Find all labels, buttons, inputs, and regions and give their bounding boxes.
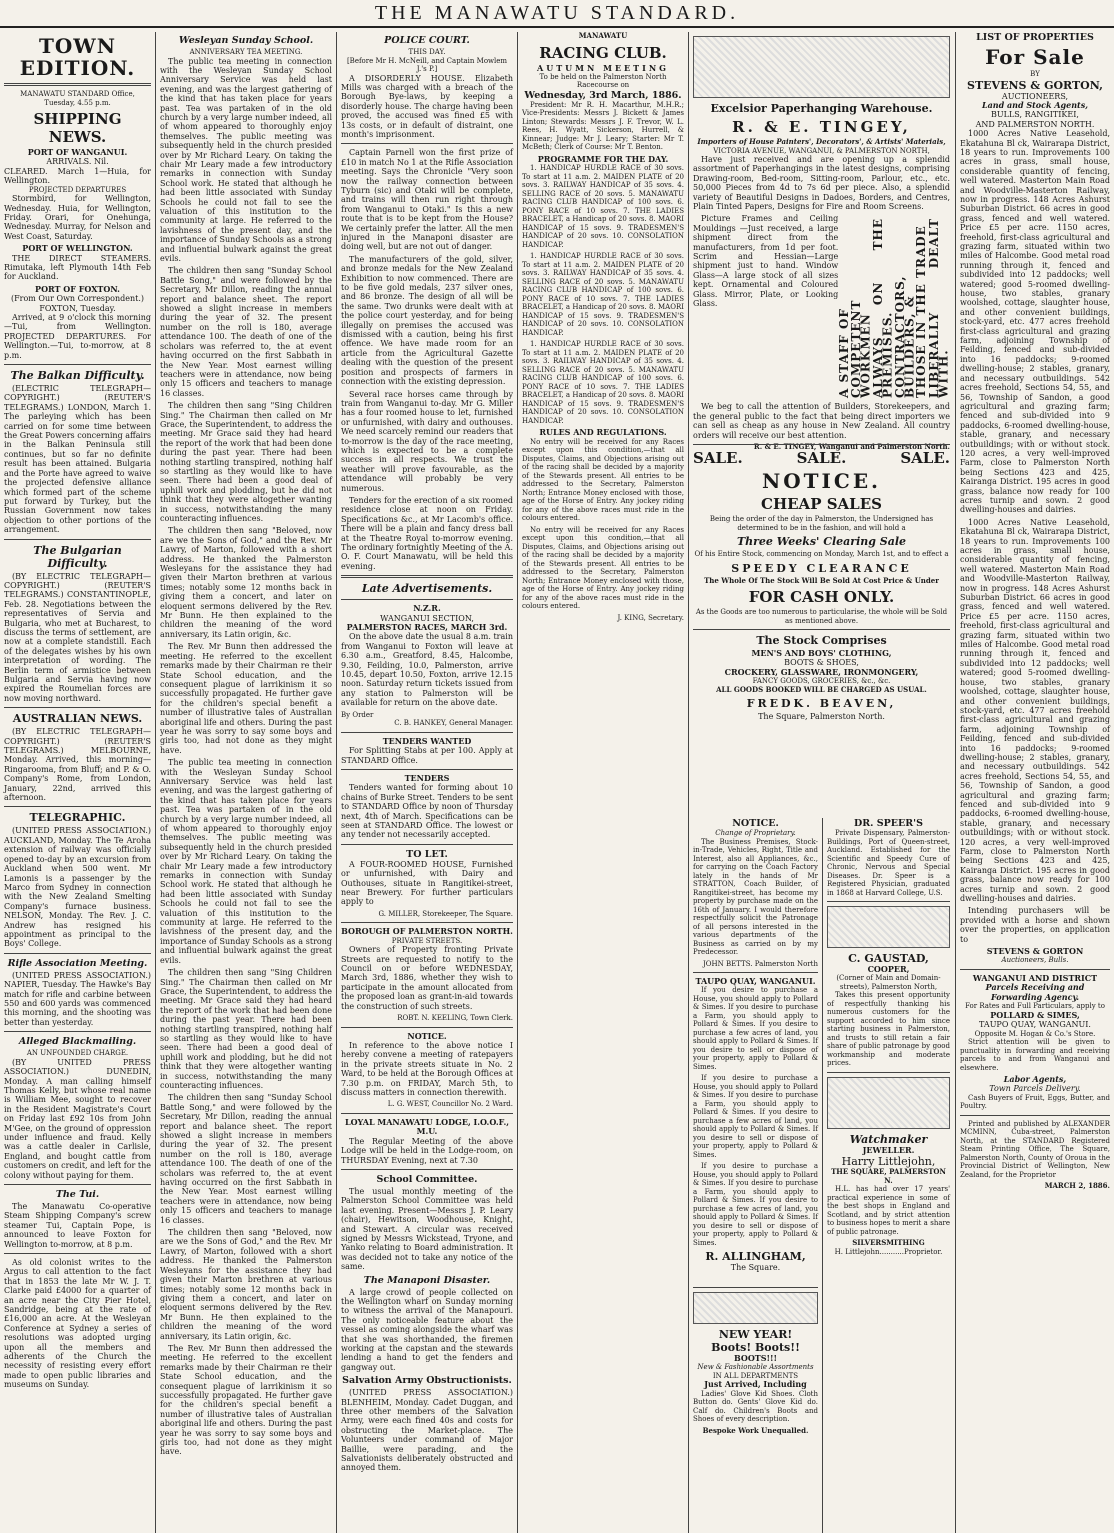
sale-row — [693, 449, 950, 467]
several-text: Several race horses came through by train from Wanganui to-day. Mr G. Miller has a four roomed house to let, furnished or unfurnished, with dairy and outhouses. We need scarcely remind our readers that to-morrow is the day of the race meeting, which is expected to be a complete success in all respects. We trust the weather will prove favourable, as the attendance will probably be very numerous. — [341, 389, 513, 493]
cleared: CLEARED. March 1—Huia, for Wellington. — [4, 166, 151, 186]
taupo-quay: TAUPO QUAY, WANGANUI. — [979, 1020, 1091, 1030]
projected-text: Stormbird, for Wellington, Wednesday. Huia, for Wellington, Friday. Orari, for Onehunga, Wednesday. Murray, for Nelson and West Coast, Saturday. — [4, 194, 151, 241]
sale-3: SALE. — [900, 449, 950, 467]
beaven-square: The Square, Palmerston North. — [758, 712, 885, 722]
wesleyan-body-3: The children then sang "Sing Children Sing." The Chairman then called on Mr Grace, the Superintendent, to address the meeting. Mr Grace said they had heard the report of the work that had been done during the past year. There had been nothing startling transpired, nothing half so startling as they would like to have seen. There had been a good deal of uphill work and plodding, but he did not think that they were altogether wanting in success, notwithstanding the many counteracting influences. — [160, 401, 332, 523]
cheap-sales: CHEAP SALES — [761, 495, 882, 513]
properties-text-cont: 1000 Acres Native Leasehold, Ekatahuna Bl ck, Wairarapa District, 18 years to run. Improvements 100 acres in grass, small house, considerable quantity of fencing, well watered. Masterton Main Road and Woodville-Masterton Railway, now in progress. 148 Acres Ashurst Suburban District. 66 acres in good grass, fenced and well watered. Price £5 per acre. 1150 acres, freehold, first-class agricultural and grazing farm, situated within two miles of Halcombe. Good metal road running through it, fenced and subdivided into 12 paddocks; well watered; good 5-roomed dwelling-house, two stables, granary woolshed, cottage, slaughter house, and other convenient buildings, stock-yard, etc. 477 acres freehold first-class agricultural and grazing farm, adjoining Township of Feilding, fenced and sub-divided into 16 paddocks; 9-roomed dwelling-house; 2 stables, granary, and necessary outbuildings. 542 acres freehold, Sections 54, 55, and 56, Township of Sandon, a good agricultural and grazing farm; fenced and sub-divided into 9 paddocks, 6-roomed dwelling-house, stable, granary, and necessary outbuildings; with or without stock. 120 acres, a very well-improved Farm, close to Palmerston North being Sections 423 and 425, Kairanga District. 195 acres in good grass, balance now ready for 100 acres turnip and sown. 2 good dwelling-houses and dairies. — [960, 517, 1110, 904]
direct-steamers: THE DIRECT STEAMERS. Rimutaka, left Plymouth 14th Feb for Auckland. — [4, 253, 151, 282]
tingey-frames: Picture Frames and Ceiling Mouldings —Just received, a large shipment direct from the manufacturers, from 1d per foot. Scrim and Hessian—Large shipment just to hand. Window Glass—A large stock of all sizes kept. Ornamental and Coloured Glass. Mirror, Plate, or Looking Glass. — [693, 214, 839, 309]
tenders-wanted-text: For Splitting Stabs at per 100. Apply at STANDARD Office. — [341, 746, 513, 765]
boots-boots: Boots! Boots!! — [711, 1341, 800, 1354]
tingey-signature: R. & E. TINGEY, Wanganui and Palmerston North. — [753, 442, 950, 452]
properties-text: 1000 Acres Native Leasehold, Ekatahuna Bl ck, Wairarapa District, 18 years to run. Improvements 100 acres in grass, small house, considerable quantity of fencing, well watered. Masterton Main Road and Woodville-Masterton Railway, now in progress. 148 Acres Ashurst Suburban District. 66 acres in good grass, fenced and well watered. Price £5 per acre. 1150 acres, freehold, first-class agricultural and grazing farm, situated within two miles of Halcombe. Good metal road running through it, fenced and subdivided into 12 paddocks; well watered; good 5-roomed dwelling-house, two stables, granary woolshed, cottage, slaughter house, and other convenient buildings, stock-yard, etc. 477 acres freehold first-class agricultural and grazing farm, adjoining Township of Feilding, fenced and sub-divided into 16 paddocks; 9-roomed dwelling-house; 2 stables, granary, and necessary outbuildings. 542 acres freehold, Sections 54, 55, and 56, Township of Sandon, a good agricultural and grazing farm; fenced and sub-divided into 9 paddocks, 6-roomed dwelling-house, stable, granary, and necessary outbuildings; with or without stock. 120 acres, a very well-improved Farm, close to Palmerston North being Sections 423 and 425, Kairanga District. 195 acres in good grass, balance now ready for 100 acres turnip and sown. 2 good dwelling-houses and dairies. — [960, 129, 1110, 515]
tolet-heading: TO LET. — [406, 848, 448, 860]
sale-2: SALE. — [796, 449, 847, 467]
private-streets: PRIVATE STREETS. — [391, 936, 463, 945]
speedy-clearance: SPEEDY CLEARANCE — [731, 561, 912, 575]
manufactures-text: The manufacturers of the gold, silver, and bronze medals for the New Zealand Exhibition to now commenced. There are to be five gold medals, 237 silver ones, and 86 bronze. The design of all will be the same. Two drunks were dealt with at the police court yesterday, and for being illegally on premises the accused was dismissed with a caution, being his first offence. We have made room for an article from the Agricultural Gazette dealing with the question of the present position and prospects of farmers in connection with the existing depression. — [341, 254, 513, 387]
wesleyan-body-4: The children then sang "Beloved, now are we the Sons of God," and the Rev. Mr Lawry, of Marton, followed with a short address. He thanked the Palmerston Wesleyans for the assistance they had given their Marton brethren at various times; notably some 12 months back in giving them a concert, and later on eloquent sermons delivered by the Rev. Mr Bunn. He then explained to the children the meaning of the word anniversary, its Latin origin, &c. — [160, 526, 332, 639]
rules-text: No entry will be received for any Races except upon this condition,—that all Disputes, Claims, and Objections arising out of the racing shall be decided by a majority of the Stewards present. All entries to be addressed to the Secretary, Palmerston North; Entrance Money enclosed with those, age of the Horse of Entry. Any jockey riding for any of the above races must ride in the colours entered. — [522, 437, 684, 523]
sale-order: Being the order of the day in Palmerston, the Undersigned has determined to be in the fashion, and will hold a — [709, 515, 934, 532]
imprint: Printed and published by ALEXANDER MCMINN, Cuba-street, Palmerston North, at the STANDARD Registered Steam Printing Office, The Square, Palmerston North, County of Oroua in the Provincial District of Wellington, New Zealand, for the Proprietor — [960, 1119, 1110, 1179]
wesleyan-body-3-cont: The children then sang "Sing Children Sing." The Chairman then called on Mr Grace, the Superintendent, to address the meeting. Mr Grace said they had heard the report of the work that had been done during the past year. There had been nothing startling transpired, nothing half so startling as they would like to have seen. There had been a good deal of uphill work and plodding, but he did not think that they were altogether wanting in success, notwithstanding the many counteracting influences. — [160, 968, 332, 1090]
nzr-races: PALMERSTON RACES, MARCH 3rd. — [346, 622, 508, 633]
tenders-text: Tenders wanted for forming about 10 chains of Burke Street. Tenders to be sent to STANDARD Office by noon of Thursday next, 4th of March. Specifications can be seen at STANDARD Office. The lowest or any tender not necessarily accepted. — [341, 783, 513, 840]
port-wellington: PORT OF WELLINGTON. — [22, 243, 133, 254]
shipping-heading: SHIPPING NEWS. — [33, 110, 122, 146]
wesleyan-body-5-cont: The Rev. Mr Bunn then addressed the meeting. He referred to the excellent remarks made by their Chairman re their State School education, and the consequent plague of larrikinism it so successfully propagated. He further gave for the children's special benefit a number of illustrative tales of Australian aboriginal life and others. During the past year he was sorry to say some boys and girls too, had not done as they might have. — [160, 1343, 332, 1457]
disaster-heading: The Manaponi Disaster. — [363, 1274, 491, 1286]
littlejohn-name: Harry Littlejohn, — [841, 1155, 936, 1169]
bulls: BULLS, RANGITIKEI, — [991, 110, 1079, 120]
arrived-text: Ladies' Glove Kid Shoes. Cloth Button do. Gents' Glove Kid do. Calf do. Children's Boots and Shoes of every description. — [693, 1389, 818, 1424]
taupo-text-cont2: If you desire to purchase a House, you should apply to Pollard & Simes. If you desire to purchase a Farm, you should apply to Pollard & Simes. If you desire to purchase a few acres of land, you should apply to Pollard & Simes. If you desire to sell or dispose of your property, apply to Pollard & Simes. — [693, 1162, 818, 1247]
bespoke: Bespoke Work Unequalled. — [702, 1425, 809, 1435]
v-staff: A STAFF OF — [836, 308, 851, 399]
balkan-text: (ELECTRIC TELEGRAPH—COPYRIGHT.) (REUTER'S TELEGRAMS.) LONDON, March 1. The parleying which has been carried on for some time between the Great Powers concerning affairs in the Balkan Peninsula still continues, but so far no definite result has been attained. Bulgaria and the Porte have agreed to waive the projected defensive alliance which formed part of the scheme put forward by Turkey, but the Russian Government now takes objection to other portions of the arrangement. — [4, 384, 151, 535]
police-thisday: THIS DAY. — [408, 48, 446, 56]
gaustad-address: (Corner of Main and Domain-streets), Palmerston North, — [836, 974, 941, 991]
salvation-text: (UNITED PRESS ASSOCIATION.) BLENHEIM, Monday. Cadet Duggan, and three other members of the Salvation Army, were each fined 40s and costs for obstructing the Market-place. The Volunteers under command of Major Baillie, were parading, and the Salvationists deliberately obstructed and annoyed them. — [341, 1388, 513, 1473]
unfounded-heading: AN UNFOUNDED CHARGE. — [26, 1049, 129, 1058]
dateline: MANAWATU STANDARD Office, Tuesday, 4.55 p.m. — [20, 90, 135, 107]
v-liberally: LIBERALLY DEALT WITH. — [926, 218, 951, 399]
nzr-text: On the above date the usual 8 a.m. train from Wanganui to Foxton will leave at 6.30 a.m., Greatford, 8.45, Halcombe, 9.30, Feilding, 10.0, Palmerston, arrive 10.45, depart 10.50, Foxton, arrive 12.15 noon. Saturday return tickets issued from any station to Palmerston will be available for return on the above date. — [341, 632, 513, 708]
labour-agents: Labor Agents, — [1003, 1074, 1067, 1084]
racing-manawatu: MANAWATU — [578, 31, 628, 40]
watchmaker: Watchmaker — [849, 1132, 928, 1146]
lodge-heading: LOYAL MANAWATU LODGE, I.O.O.F., M.U. — [344, 1116, 510, 1137]
parcels-agency: Parcels Receiving and Forwarding Agency. — [985, 982, 1085, 1002]
tolet-text: A FOUR-ROOMED HOUSE, Furnished or unfurnished, with Dairy and Outhouses, situate in Rangitikei-street, near Brewery. For further particulars apply to — [341, 859, 513, 907]
boots-iii: BOOTS!!! — [733, 1353, 778, 1363]
sg-signature: STEVENS & GORTON — [986, 946, 1084, 957]
tingey-ad — [689, 32, 954, 452]
column-1 — [0, 32, 155, 1533]
littlejohn-address: THE SQUARE, PALMERSTON N. — [831, 1167, 946, 1185]
programme-text-cont: 1. HANDICAP HURDLE RACE of 30 sovs. To start at 11 a.m. 2. MAIDEN PLATE of 20 sovs. 3. RAILWAY HANDICAP of 35 sovs. 4. SELLING RACE of 20 sovs. 5. MANAWATU RACING CLUB HANDICAP of 100 sovs. 6. PONY RACE of 10 sovs. 7. THE LADIES BRACELET, a Handicap of 20 sovs. 8. MAORI HANDICAP of 15 sovs. 9. TRADESMEN'S HANDICAP of 20 sovs. 10. CONSOLATION HANDICAP. — [522, 252, 684, 337]
publication-date: MARCH 2, 1886. — [1044, 1181, 1110, 1191]
disaster-text: A large crowd of people collected on the Wellington wharf on Sunday morning to witness the arrival of the Manapouri. The only noticeable feature about the vessel as coming alongside the wharf was that she was shorthanded, the firemen working at the capstan and the stewards lending a hand to get the fenders and gangway out. — [341, 1287, 513, 1372]
v-contractors: CONTRACTORS, BUILDERS, & — [892, 275, 916, 399]
keeling: ROBT. N. KEELING, Town Clerk. — [397, 1014, 513, 1023]
rifle-heading: Rifle Association Meeting. — [7, 957, 148, 969]
parcels-text: For Rates and Full Particulars, apply to — [965, 1002, 1105, 1011]
programme-heading: PROGRAMME FOR THE DAY. — [537, 153, 669, 164]
programme-text-cont2: 1. HANDICAP HURDLE RACE of 30 sovs. To start at 11 a.m. 2. MAIDEN PLATE of 20 sovs. 3. RAILWAY HANDICAP of 35 sovs. 4. SELLING RACE of 20 sovs. 5. MANAWATU RACING CLUB HANDICAP of 100 sovs. 6. PONY RACE of 10 sovs. 7. THE LADIES BRACELET, a Handicap of 20 sovs. 8. MAORI HANDICAP of 15 sovs. 9. TRADESMEN'S HANDICAP of 20 sovs. 10. CONSOLATION HANDICAP. — [522, 340, 684, 425]
stevens-gorton: STEVENS & GORTON, — [967, 78, 1103, 92]
parnell-text: Captain Parnell won the first prize of £10 in match No 1 at the Rifle Association meeting. Says the Chronicle "Very soon now the railway connection between Tyburn (sic) and Otaki will be complete, and trains will then run right through from Wanganui to Otaki." Is this a new route that is to be kept from the House? We certainly prefer the latter. All the men injured in the Manaponi disaster are doing well, but are not out of danger. — [341, 148, 513, 252]
by: BY — [1030, 70, 1040, 78]
change-notice: NOTICE. — [732, 818, 779, 829]
tingey-text: Have just received and are opening up a splendid assortment of Paperhangings in the latest designs, comprising Drawing-room, Bed-room, Sitting-room, Parlour, etc., etc. 50,000 Pieces from 4d to 7s 6d per piece. Also, a splendid variety of Beautiful Designs in Dadoes, Borders, and Centres, Plain Tinted Papers, Designs for Fire and Room Screens. — [693, 155, 950, 212]
tingey-address: VICTORIA AVENUE, WANGANUI, & PALMERSTON NORTH, — [713, 146, 930, 155]
racing-secretary: J. KING, Secretary. — [617, 613, 684, 622]
projected-heading: PROJECTED DEPARTURES — [28, 185, 127, 194]
auctioneers: AUCTIONEERS, — [1001, 91, 1069, 101]
beaven-sale — [689, 440, 954, 812]
wesleyan-body-1-cont: The public tea meeting in connection with the Wesleyan Sunday School Anniversary Service was held last evening, and was the largest gathering of the kind that has taken place for years past. Tea was partaken of in the old church by a very large number indeed, all of whom appeared to thoroughly enjoy themselves. The public meeting was subsequently held in the church presided over by Mr Richard Leary. On taking the chair Mr Leary made a few introductory remarks in connection with Sunday School work. He stated that although he had been little associated with Sunday Schools he could not fail to see the valuation of this institution to the community at large. He referred to the lavishness of the present day, and the importance of Sunday Schools as a strong and influential bulwark against the great evils. — [160, 758, 332, 965]
committee-heading: School Committee. — [376, 1173, 478, 1185]
pollard-simes: POLLARD & SIMES, — [990, 1009, 1080, 1020]
nzr-order: By Order — [341, 710, 374, 719]
police-text: A DISORDERLY HOUSE. Elizabeth Mills was charged with a breach of the Borough Bye-laws, by keeping a disorderly house. The charge having been proved, the accused was fined £5 with 13s costs, or in default of distraint, one month's imprisonment. — [341, 73, 513, 139]
blackmail-text: (BY UNITED PRESS ASSOCIATION.) DUNEDIN, Monday. A man calling himself Thomas Kelly, but whose real name is William Mee, sought to recover in the Resident Magistrate's Court on Friday last £92 10s from John M'Gee, on the ground of oppression under influence and fraud. Kelly was a cattle dealer in Carlisle, England, and bought cattle from customers on credit, and left for the colony without paying for them. — [4, 1057, 151, 1180]
lodge-text: The Regular Meeting of the above Lodge will be held in the Lodge-room, on THURSDAY Evening, next at 7.30 — [341, 1136, 513, 1165]
nzr-section: WANGANUI SECTION, — [380, 613, 474, 623]
committee-text: The usual monthly meeting of the Palmerston School Committee was held last evening. Present—Messrs J. P. Leary (chair), Hewitson, Woodhouse, Knight, and Stewart. A circular was received signed by Messrs Wickstead, Tryone, and Yanko relating to Board administration. It was decided not to take any notice of the same. — [341, 1186, 513, 1272]
wesleyan-subheading: ANNIVERSARY TEA MEETING. — [189, 48, 303, 56]
tingey-vertical — [838, 218, 950, 398]
wallpaper-illustration — [693, 36, 950, 98]
land-agents: Land and Stock Agents, — [981, 99, 1089, 110]
taupo-text: If you desire to purchase a House, you should apply to Pollard & Simes. If you desire to purchase a Farm, you should apply to Pollard & Simes. If you desire to purchase a few acres of land, you should apply to Pollard & Simes. If you desire to sell or dispose of your property, apply to Pollard & Simes. — [693, 986, 818, 1071]
sale-1: SALE. — [693, 449, 743, 467]
crockery: CROCKERY, GLASSWARE, IRONMONGERY, — [724, 666, 919, 677]
tolet-miller: G. MILLER, Storekeeper, The Square. — [378, 909, 513, 918]
wesleyan-heading: Wesleyan Sunday School. — [178, 35, 314, 46]
tingey-attention: We beg to call the attention of Builders, Storekeepers, and the general public to the fact that being direct importers we can sell as cheap as any house in New Zealand. All country orders will receive our best attention. — [693, 402, 950, 440]
tenders-heading: TENDERS — [404, 772, 450, 783]
speer-text: Private Dispensary, Palmerston-Buildings, Port of Queen-street, Auckland. Established for the Scientific and Speedy Cure of Chronic, Nervous and Special Diseases. Dr. Speer is a Registered Physician, graduated in 1868 at Harvard College, U.S. — [827, 829, 950, 897]
tenders-news-text: Tenders for the erection of a six roomed residence close at noon on Friday. Specifications &c., at Mr Lacomb's office. There will be a plain and fancy dress ball at the Theatre Royal to-morrow evening. The ordinary fortnightly Meeting of the A. O. F. Court Manawatu, will be held this evening. — [341, 495, 513, 571]
edition-title: TOWN EDITION. — [19, 34, 136, 80]
allingham-name: R. ALLINGHAM, — [705, 1250, 806, 1264]
v-trade: THOSE IN THE TRADE — [914, 225, 929, 399]
speer-heading: DR. SPEER'S — [854, 818, 923, 829]
littlejohn-text: H.L. has had over 17 years' practical experience in some of the best shops in England and Scotland, and by strict attention to business hopes to merit a share of public patronage. — [827, 1185, 950, 1236]
rules-heading: RULES AND REGULATIONS. — [539, 427, 667, 438]
autumn-heading: AUTUMN MEETING — [537, 62, 669, 73]
nzr: N.Z.R. — [413, 603, 441, 614]
bulgarian-heading: The Bulgarian Difficulty. — [33, 543, 122, 570]
entire-stock: Of his Entire Stock, commencing on Monday, March 1st, and to effect a — [694, 550, 949, 558]
private-text: Owners of Property fronting Private Streets are requested to notify to the Council on or before WEDNESDAY, March 3rd, 1886, whether they wish to participate in the amount allocated from the proposed loan as grant-in-aid towards the construction of such streets. — [341, 945, 513, 1011]
arrivals: ARRIVALS. Nil. — [46, 157, 109, 167]
change-text: The Business Premises, Stock-in-Trade, Vehicles, Right, Title and Interest, also all Appliances, &c., for carrying on the Coach Factory lately in the hands of Mr STRATTON, Coach Builder, of Rangitikei-street, has become my property by purchase made on the 16th of January. I would therefore respectfully solicit the Patronage of all persons interested in the various departments of the Business as carried on by my Predecessor. — [693, 837, 818, 956]
racing-club-heading: RACING CLUB. — [539, 43, 667, 62]
police-before: [Before Mr H. McNeill, and Captain Mowlem J.'s P.] — [346, 56, 508, 73]
goods-booked: ALL GOODS BOOKED WILL BE CHARGED AS USUAL. — [716, 684, 927, 694]
police-heading: POLICE COURT. — [384, 35, 470, 46]
mens-clothing: MEN'S AND BOYS' CLOTHING, — [751, 648, 892, 658]
racing-held: To be held on the Palmerston North Racecourse on — [539, 72, 667, 90]
tingey-importers: Importers of House Painters', Decorators', & Artists' Materials, — [697, 137, 946, 146]
fashion: New & Fashionable Assortments — [697, 1363, 814, 1372]
silversmithing: SILVERSMITHING — [852, 1238, 925, 1248]
foxton-text: Arrived, at 9 o'clock this morning—Tui, from Wellington. PROJECTED DEPARTURES. For Wellington.—Tui, to-morrow, at 8 p.m. — [4, 313, 151, 360]
sg-bulls: Auctioneers, Bulls. — [1001, 956, 1069, 965]
rifle-text: (UNITED PRESS ASSOCIATION.) NAPIER, Tuesday. The Hawke's Bay match for rifle and carbine between 550 and 600 yards was commenced this morning, and the shooting was better than yesterday. — [4, 970, 151, 1027]
wesleyan-body-5: The Rev. Mr Bunn then addressed the meeting. He referred to the excellent remarks made by their Chairman re their State School education, and the consequent plague of larrikinism it so successfully propagated. He further gave for the children's special benefit a number of illustrative tales of Australian aboriginal life and others. During the past year he was sorry to say some boys and girls too, had not done as they might have. — [160, 642, 332, 755]
taupo-heading: TAUPO QUAY, WANGANUI. — [695, 976, 816, 986]
australian-text: (BY ELECTRIC TELEGRAPH—COPYRIGHT.) (REUTER'S TELEGRAMS.) MELBOURNE, Monday. Arrived, this morning—Ringarooma, from Bluff; and P. & O. Company's Rome, from London, January, 22nd, arrived this afternoon. — [4, 727, 151, 803]
stock-comprises: The Stock Comprises — [756, 634, 887, 647]
nzr-hankey: C. B. HANKEY, General Manager. — [394, 719, 513, 728]
notice-heading: NOTICE. — [407, 1030, 447, 1041]
v-premises: ALWAYS ON THE PREMISES. — [870, 218, 895, 399]
wesleyan-body-4-cont: The children then sang "Beloved, now are we the Sons of God," and the Rev. Mr Lawry, of Marton, followed with a short address. He thanked the Palmerston Wesleyans for the assistance they had given their Marton brethren at various times; notably some 12 months back in giving them a concert, and later on eloquent sermons delivered by the Rev. Mr Bunn. He then explained to the children the meaning of the word anniversary, its Latin origin, &c. — [160, 1228, 332, 1341]
wanganui-district: WANGANUI AND DISTRICT — [972, 972, 1098, 983]
wesleyan-body-2: The children then sang "Sunday School Battle Song," and were followed by the Secretary, Mr Dillon, reading the annual report and balance sheet. The report showed a slight increase in members during the year of 32. The present number on the roll is 180, average attendance 100. The death of one of the scholars was referred to, the at event having occurred on the first Sabbath in the New Year. Most earnest willing teachers were in attendance, now being only 15 officers and teachers to manage 16 classes. — [160, 266, 332, 398]
betts: JOHN BETTS. Palmerston North — [702, 959, 818, 968]
tui-heading: The Tui. — [55, 1188, 100, 1200]
column-2 — [156, 32, 336, 1533]
allingham-square: The Square. — [730, 1263, 781, 1273]
blackmail-heading: Alleged Blackmailing. — [18, 1036, 137, 1048]
barrel-illustration — [827, 906, 950, 948]
late-advertisements-heading: Late Advertisements. — [361, 582, 493, 596]
wesleyan-body-1: The public tea meeting in connection with the Wesleyan Sunday School Anniversary Service was held last evening, and was the largest gathering of the kind that has taken place for years past. Tea was partaken of in the old church by a very large number indeed, all of whom appeared to thoroughly enjoy themselves. The public meeting was subsequently held in the church presided over by Mr Richard Leary. On taking the chair Mr Leary made a few introductory remarks in connection with Sunday School work. He stated that although he had been little associated with Sunday Schools he could not fail to see the valuation of this institution to the community at large. He referred to the lavishness of the present day, and the importance of Sunday Schools as a strong and influential bulwark against the great evils. — [160, 56, 332, 264]
littlejohn-proprietor: H. Littlejohn...........Proprietor. — [834, 1247, 943, 1256]
change-subheading: Change of Proprietary. — [715, 829, 796, 837]
column-4 — [518, 32, 688, 1533]
taupo-text-cont: If you desire to purchase a House, you should apply to Pollard & Simes. If you desire to purchase a Farm, you should apply to Pollard & Simes. If you desire to purchase a few acres of land, you should apply to Pollard & Simes. If you desire to sell or dispose of your property, apply to Pollard & Simes. — [693, 1074, 818, 1159]
palmerston: AND PALMERSTON NORTH. — [975, 119, 1095, 129]
gaustad-cooper: COOPER, — [867, 964, 910, 974]
gaustad-name: C. GAUSTAD, — [848, 952, 929, 965]
balkan-heading: The Balkan Difficulty. — [10, 369, 145, 383]
newspaper-page — [0, 28, 1114, 1533]
telegraphic-heading: TELEGRAPHIC. — [29, 811, 126, 825]
column-6 — [956, 32, 1114, 1533]
tui-text: The Manawatu Co-operative Steam Shipping Company's screw steamer Tui, Captain Pope, is announced to leave Foxton for Wellington to-morrow, at 8 p.m. — [4, 1201, 151, 1249]
telegraphic-text: (UNITED PRESS ASSOCIATION.) AUCKLAND, Monday. The Te Aroha extension of railway was officially opened to-day by an excursion from Auckland when 500 went. Mr Lamonis is a passenger by the Marco from Sydney in connection with the New Zealand Smelting Company's furnace business. NELSON, Monday. The Rev. J. C. Andrew has resigned his appointment as principal to the Boys' College. — [4, 826, 151, 949]
racing-officers: President: Mr R. H. Macarthur, M.H.R.; Vice-Presidents: Messrs J. Bickett & James Linton; Stewards: Messrs J. F. Trevor, W. L. Rees, H. Wyatt, Sickerson, Hurrell, & Kinnear; Judge: Mr J. Leary; Starter: Mr T. McBeth; Clerk of Course: Mr T. Benton. — [522, 100, 684, 152]
properties-heading: LIST OF PROPERTIES — [976, 32, 1094, 43]
borough-heading: BOROUGH OF PALMERSTON NORTH. — [341, 926, 513, 937]
intending: Intending purchasers will be provided with a horse and shown over the properties, on application to — [960, 906, 1110, 944]
fancy-goods: FANCY GOODS, GROCERIES, &c., &c. — [752, 677, 891, 686]
port-heading: PORT OF WANGANUI. — [27, 147, 128, 157]
tingey-goods — [693, 214, 838, 402]
racing-date: Wednesday, 3rd March, 1886. — [524, 89, 682, 101]
tenders-wanted-heading: TENDERS WANTED — [382, 735, 472, 746]
jeweller: JEWELLER. — [862, 1144, 915, 1155]
just-arrived: Just Arrived, Including — [704, 1379, 807, 1390]
whole-stock: The Whole Of The Stock Will Be Sold At Cost Price & Under — [704, 575, 939, 585]
own-correspondent: (From Our Own Correspondent.) FOXTON, Tuesday. — [10, 294, 145, 313]
australian-heading: AUSTRALIAN NEWS. — [12, 712, 143, 726]
for-sale: For Sale — [985, 45, 1085, 69]
goods-numerous: As the Goods are too numerous to particularise, the whole will be Sold as mentioned above. — [695, 608, 948, 625]
bulgarian-text: (BY ELECTRIC TELEGRAPH—COPYRIGHT.) (REUTER'S TELEGRAMS.) CONSTANTINOPLE, Feb. 28. Negotiations between the representatives of Servia and Bulgaria, who met at Bucharest, to discuss the terms of settlement, are now at a complete standstill. Each of the delegates wishes by his own interpretation of wording. The Berlin term of armistice between Bulgaria and Servia having now expired the Roumelian forces are now moving northward. — [4, 571, 151, 703]
gaustad-text: Takes this present opportunity of respectfully thanking his numerous customers for the support accorded to him since starting business in Palmerston, and trusts to still retain a fair share of public patronage by good workmanship and moderate prices. — [827, 991, 950, 1068]
clearing-sale: Three Weeks' Clearing Sale — [736, 535, 907, 548]
masthead: THE MANAWATU STANDARD. — [0, 0, 1114, 28]
strict-attention: Strict attention will be given to punctuality in forwarding and receiving parcels to and from Wanganui and elsewhere. — [960, 1038, 1110, 1072]
cash-buyers: Cash Buyers of Fruit, Eggs, Butter, and Poultry. — [960, 1093, 1110, 1111]
tingey-name: R. & E. TINGEY, — [732, 118, 911, 136]
boots-ad — [689, 1283, 822, 1453]
new-year: NEW YEAR! — [718, 1328, 793, 1341]
rules-text-cont: No entry will be received for any Races except upon this condition,—that all Disputes, Claims, and Objections arising out of the racing shall be decided by a majority of the Stewards present. All entries to be addressed to the Secretary, Palmerston North; Entrance Money enclosed with those, age of the Horse of Entry. Any jockey riding for any of the above races must ride in the colours entered. — [522, 525, 684, 611]
salvation-heading: Salvation Army Obstructionists. — [342, 1375, 512, 1387]
west: L. G. WEST, Councillor No. 2 Ward. — [387, 1100, 513, 1109]
beaven-name: FREDK. BEAVEN, — [746, 697, 897, 711]
column-5b — [823, 818, 954, 1533]
v-workmen: COMPETENT WORKMEN — [849, 300, 873, 399]
column-3 — [337, 32, 517, 1533]
notice-text: In reference to the above notice I hereby convene a meeting of ratepayers in the private streets situate in No. 2 Ward, to be held at the Borough Offices at 7.30 p.m. on FRIDAY, March 5th, to discuss matters in connection therewith. — [341, 1040, 513, 1097]
excelsior-heading: Excelsior Paperhanging Warehouse. — [710, 102, 933, 115]
wesleyan-body-2-cont: The children then sang "Sunday School Battle Song," and were followed by the Secretary, Mr Dillon, reading the annual report and balance sheet. The report showed a slight increase in members during the year of 32. The present number on the roll is 180, average attendance 100. The death of one of the scholars was referred to, the at event having occurred on the first Sabbath in the New Year. Most earnest willing teachers were in attendance, now being only 15 officers and teachers to manage 16 classes. — [160, 1093, 332, 1225]
port-foxton: PORT OF FOXTON. — [35, 283, 120, 294]
departments: IN ALL DEPARTMENTS — [712, 1371, 799, 1380]
boots-shoes: BOOTS & SHOES, — [784, 658, 859, 668]
programme-text: 1. HANDICAP HURDLE RACE of 30 sovs. To start at 11 a.m. 2. MAIDEN PLATE of 20 sovs. 3. RAILWAY HANDICAP of 35 sovs. 4. SELLING RACE of 20 sovs. 5. MANAWATU RACING CLUB HANDICAP of 100 sovs. 6. PONY RACE of 10 sovs. 7. THE LADIES BRACELET, a Handicap of 20 sovs. 8. MAORI HANDICAP of 15 sovs. 9. TRADESMEN'S HANDICAP of 20 sovs. 10. CONSOLATION HANDICAP. — [522, 164, 684, 249]
sale-notice: NOTICE. — [761, 469, 882, 493]
clock-illustration — [827, 1077, 950, 1129]
opposite-hogan: Opposite M. Hogan & Co.'s Store. — [974, 1029, 1096, 1038]
tail-text: As old colonist writes to the Argus to call attention to the fact that in 1853 the late Mr W. J. T. Clarke paid £4000 for a quarter of an acre near the City Pier Hotel, Sandridge, being at the rate of £16,000 an acre. At the Wesleyan Conference at Sydney a series of resolutions was adopted urging upon all the members and adherents of the Church the necessity of resisting every effort made to open public libraries and museums on Sunday. — [4, 1258, 151, 1390]
town-parcels: Town Parcels Delivery. — [989, 1084, 1081, 1094]
boot-illustration — [693, 1292, 818, 1324]
cash-only: FOR CASH ONLY. — [748, 588, 895, 606]
